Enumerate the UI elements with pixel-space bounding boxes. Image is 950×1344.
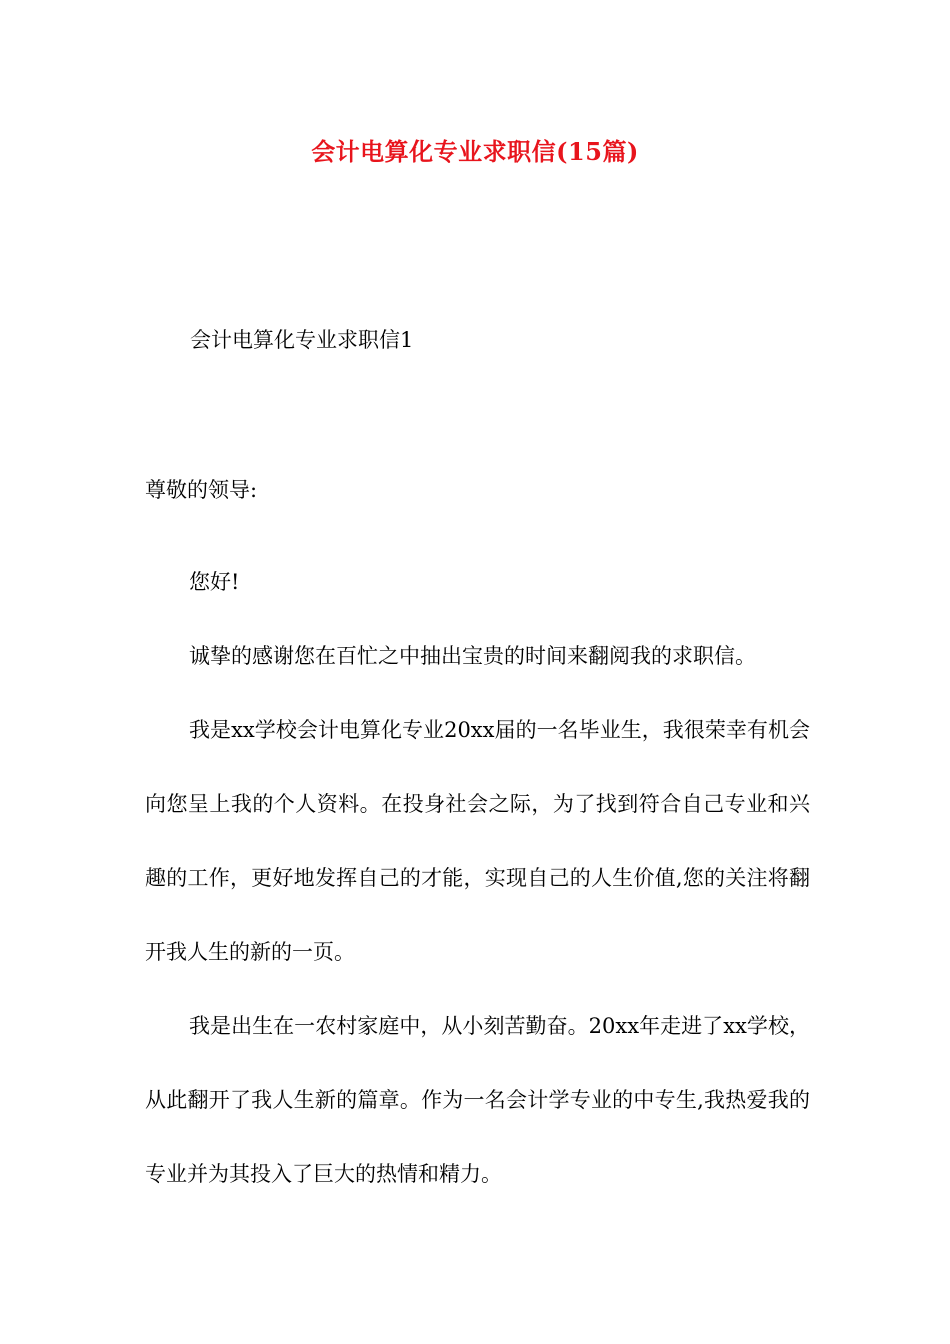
greeting-paragraph: 您好! xyxy=(189,570,240,594)
thanks-paragraph: 诚挚的感谢您在百忙之中抽出宝贵的时间来翻阅我的求职信。 xyxy=(189,644,756,668)
salutation: 尊敬的领导: xyxy=(145,478,258,502)
introduction-paragraph: 我是xx学校会计电算化专业20xx届的一名毕业生，我很荣幸有机会向您呈上我的个人资料。在投身社会之际，为了找到符合自己专业和兴趣的工作，更好地发挥自己的才能，实现自己的人生价值,您的关注将翻开我人生的新的一页。 xyxy=(145,718,810,964)
section-heading: 会计电算化专业求职信1 xyxy=(190,328,414,352)
document-title: 会计电算化专业求职信(15篇) xyxy=(311,137,639,166)
letter-body xyxy=(145,545,810,1211)
background-paragraph: 我是出生在一农村家庭中，从小刻苦勤奋。20xx年走进了xx学校，从此翻开了我人生新的篇章。作为一名会计学专业的中专生,我热爱我的专业并为其投入了巨大的热情和精力。 xyxy=(145,1014,810,1186)
